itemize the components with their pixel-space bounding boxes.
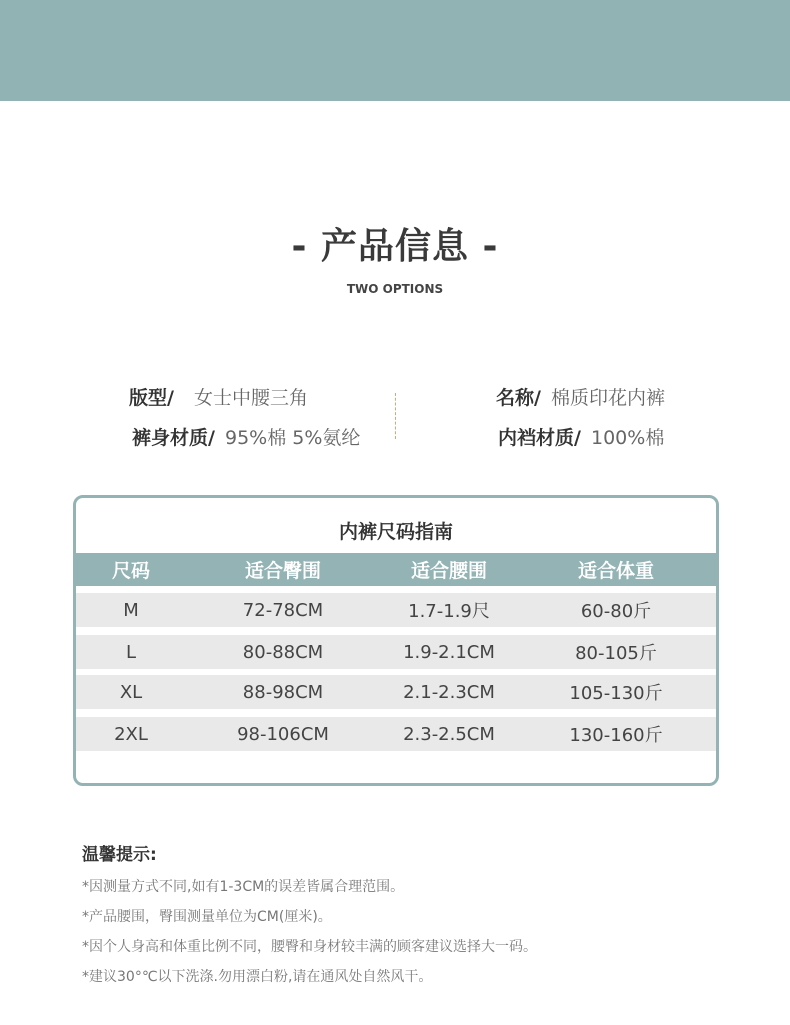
cell-size: 2XL — [114, 723, 148, 745]
cell-weight: 130-160斤 — [569, 725, 663, 746]
cell-waist: 2.1-2.3CM — [403, 681, 495, 703]
tip-item: *产品腰围，臀围测量单位为CM(厘米)。 — [82, 909, 332, 925]
info-style — [129, 383, 308, 410]
header-waist: 适合腰围 — [410, 560, 487, 582]
cell-size: L — [125, 641, 137, 663]
info-divider — [395, 393, 396, 439]
info-style-label: 版型/ — [129, 387, 174, 409]
cell-size: M — [123, 599, 139, 621]
info-body-material — [132, 423, 360, 450]
table-row — [76, 635, 716, 669]
header-weight: 适合体重 — [577, 560, 654, 582]
page-subtitle: TWO OPTIONS — [346, 282, 444, 296]
cell-hip: 88-98CM — [242, 681, 324, 703]
table-header — [76, 553, 716, 586]
info-name-value: 棉质印花内裤 — [551, 387, 666, 409]
tip-item: *建议30°℃以下洗涤.勿用漂白粉,请在通风处自然风干。 — [82, 969, 433, 985]
cell-weight: 80-105斤 — [575, 643, 657, 664]
cell-waist: 2.3-2.5CM — [403, 723, 495, 745]
table-row — [76, 675, 716, 709]
info-name-label: 名称/ — [496, 387, 541, 409]
cell-hip: 80-88CM — [242, 641, 324, 663]
tip-item: *因测量方式不同,如有1-3CM的误差皆属合理范围。 — [82, 879, 405, 895]
info-body-value: 95%棉 5%氨纶 — [225, 427, 361, 449]
cell-size: XL — [119, 681, 143, 703]
top-banner — [0, 0, 790, 101]
cell-waist: 1.7-1.9尺 — [408, 601, 490, 622]
tips-title: 温馨提示: — [82, 845, 157, 865]
cell-weight: 105-130斤 — [569, 683, 663, 704]
cell-waist: 1.9-2.1CM — [403, 641, 495, 663]
size-guide-card — [73, 495, 719, 786]
size-guide-title: 内裤尺码指南 — [338, 521, 453, 543]
info-crotch-material — [498, 423, 664, 450]
page-title: - 产品信息 - — [291, 226, 499, 267]
tip-item: *因个人身高和体重比例不同，腰臀和身材较丰满的顾客建议选择大一码。 — [82, 939, 537, 955]
info-body-label: 裤身材质/ — [132, 427, 215, 449]
info-name — [496, 383, 665, 410]
info-crotch-value: 100%棉 — [591, 427, 665, 449]
header-hip: 适合臀围 — [244, 560, 321, 582]
table-row — [76, 593, 716, 627]
header-size: 尺码 — [111, 560, 150, 582]
info-crotch-label: 内裆材质/ — [498, 427, 581, 449]
cell-weight: 60-80斤 — [580, 601, 652, 622]
info-style-value: 女士中腰三角 — [194, 387, 309, 409]
cell-hip: 72-78CM — [242, 599, 324, 621]
table-row — [76, 717, 716, 751]
cell-hip: 98-106CM — [237, 723, 329, 745]
